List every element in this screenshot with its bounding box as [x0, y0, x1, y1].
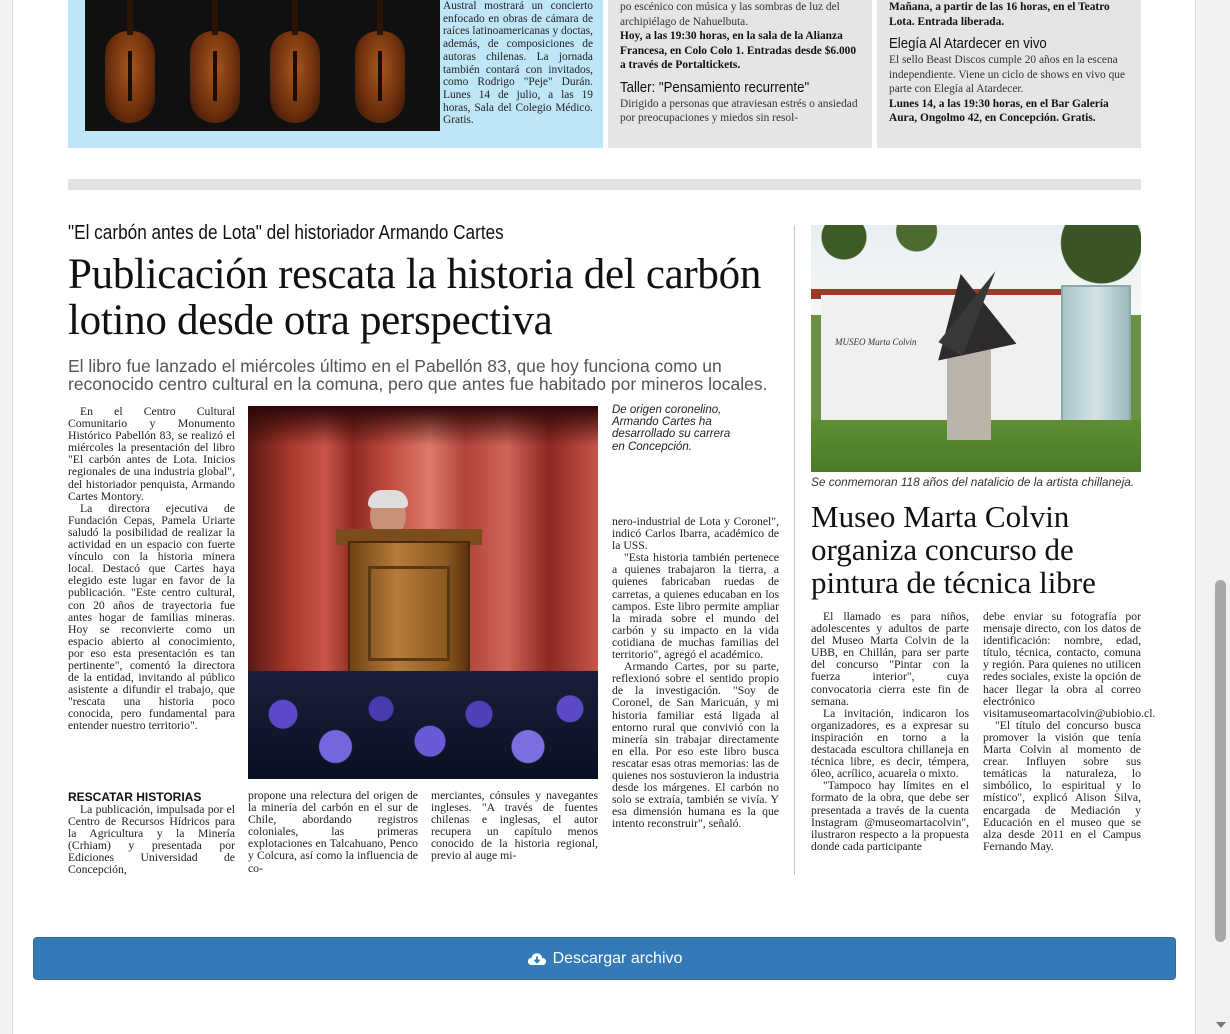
- article-column-3-bottom: merciantes, cónsules y navegantes ingleses. "A través de fuentes chilenas e inglesas, el autor recupera un capítulo menos conocido de la historia regional, previo al auge mi-: [431, 789, 598, 863]
- side-article-column-1: [811, 611, 969, 853]
- article-deck: El libro fue lanzado el miércoles último en el Pabellón 83, que hoy funciona como un reconocido centro cultural en la comuna, pero que antes fue habitado por mineros locales.: [68, 356, 768, 394]
- museum-photo-caption: Se conmemoran 118 años del natalicio de la artista chillaneja.: [811, 475, 1135, 489]
- article-paragraph: Armando Cartes, por su parte, reflexionó sobre el sentido propio de la investigación. "Soy de Coronel, de San Maricuán, y mi historia familiar está ligada al entorno rural que convivió con la minería sin trabajar directamente en ella. Por eso este libro busca rescatar esas otras memorias: las de quienes nos sostuvieron la industria desde los márgenes. El carbón no solo se extraía, también se vivía. Y esa dimensión humana es la que intento reconstruir", señaló.: [612, 660, 779, 831]
- agenda-concert-block: [68, 0, 603, 148]
- article-paragraph: "Esta historia también pertenece a quienes trabajaron la tierra, a quienes fabricaban ruedas de carretas, a quienes educaban en los campos. Este libro permite ampliar la mirada sobre el mundo del carbón y su impacto en la vida cotidiana de muchas familias del territorio", agregó el académico.: [612, 551, 779, 662]
- photo-caption: De origen coronelino, Armando Cartes ha desarrollado su carrera en Concepción.: [612, 404, 731, 453]
- vertical-scrollbar[interactable]: [1212, 0, 1230, 1034]
- sculpture-pedestal: [947, 345, 991, 440]
- download-button-label: Descargar archivo: [552, 949, 683, 967]
- column-divider: [794, 225, 795, 875]
- article-headline: Publicación rescata la historia del carbón lotino desde otra perspectiva: [68, 251, 762, 344]
- agenda-col3-intro: Mañana, a partir de las 16 horas, en el Teatro Lota. Entrada liberada.: [889, 1, 1110, 28]
- violin-image: [355, 31, 405, 123]
- flowers: [248, 671, 598, 779]
- scrollbar-thumb[interactable]: [1215, 580, 1226, 942]
- agenda-strip: [68, 0, 1141, 148]
- article-subhead: RESCATAR HISTORIAS: [68, 790, 202, 804]
- agenda-col3-details: Lunes 14, a las 19:30 horas, en el Bar Galería Aura, Ongolmo 42, en Concepción. Gratis.: [889, 97, 1109, 124]
- agenda-column-3: [877, 0, 1141, 148]
- agenda-column-2: [608, 0, 872, 148]
- download-file-button[interactable]: [33, 937, 1176, 980]
- scroll-down-arrow-icon[interactable]: [1216, 1022, 1226, 1028]
- violin-image: [105, 31, 155, 123]
- cloud-download-icon: [527, 952, 547, 966]
- violinists-photo: [85, 0, 440, 131]
- agenda-col2-heading: Taller: "Pensamiento recurrente": [620, 78, 810, 96]
- side-paragraph: "Tampoco hay límites en el formato de la obra, que debe ser presentada a través de la cuenta Instagram @museomartacolvin", ilustraron respecto a la propuesta donde cada participante: [811, 779, 969, 853]
- article-paragraph: nero-industrial de Lota y Coronel", indicó Carlos Ibarra, académico de la USS.: [612, 515, 779, 553]
- agenda-col3-heading: Elegía Al Atardecer en vivo: [889, 35, 1047, 52]
- violin-image: [190, 31, 240, 123]
- article-column-2-bottom: propone una relectura del origen de la minería del carbón en el sur de Chile, abordando registros coloniales, las primeras explotaciones en Talcahuano, Penco y Colcura, así como la influencia de co-: [248, 789, 418, 875]
- article-column-4: [612, 516, 779, 830]
- side-paragraph: El llamado es para niños, adolescentes y adultos de parte del Museo Marta Colvin de la UBB, en Chillán, para ser parte del concurso "Pintar con la fuerza interior", cuya convocatoria cierra este fin de semana.: [811, 610, 969, 708]
- agenda-col2-intro: po escénico con música y las sombras de luz del archipiélago de Nahuelbuta.: [620, 1, 840, 28]
- museum-photo: [811, 225, 1141, 472]
- agenda-col2-details: Hoy, a las 19:30 horas, en la sala de la Alianza Francesa, en Colo Colo 1. Entradas desde $6.000 a través de Portaltickets.: [620, 30, 857, 71]
- article-paragraph: La publicación, impulsada por el Centro de Recursos Hídricos para la Agricultura y la Minería (Crhiam) y presentada por Ediciones Universidad de Concepción,: [68, 803, 235, 877]
- section-divider: [68, 179, 1141, 190]
- side-paragraph: "El título del concurso busca promover la visión que tenía Marta Colvin al momento de crear. Influyen sobre sus temáticas la naturaleza, lo simbólico, lo espiritual y lo místico", explicó Alison Silva, encargada de Mediación y Educación en el museo que se alza desde 2011 en el Campus Fernando May.: [983, 718, 1141, 853]
- side-article-column-2: [983, 610, 1156, 853]
- agenda-col2-text: Dirigido a personas que atraviesan estrés o ansiedad por preocupaciones y miedos sin resol-: [620, 97, 858, 124]
- side-article-headline: Museo Marta Colvin organiza concurso de pintura de técnica libre: [811, 499, 1096, 600]
- agenda-concert-text: Austral mostrará un concierto enfocado en obras de cámara de raíces latinoamericanas y doctas, además, de composiciones de autoras chilenas. La jornada también contará con invitados, como Rodrigo "Peje" Durán. Lunes 14 de julio, a las 19 horas, Sala del Colegio Médico. Gratis.: [443, 0, 593, 127]
- violin-image: [270, 31, 320, 123]
- article-paragraph: En el Centro Cultural Comunitario y Monumento Histórico Pabellón 83, se realizó el miércoles la presentación del libro "El carbón antes de Lota. Inicios regionales de una industria global", del historiador penquista, Armando Cartes Montory.: [68, 405, 235, 503]
- side-paragraph: La invitación, indicaron los organizadores, es a expresar su inspiración en torno a la destacada escultora chillaneja en técnica libre, es decir, témpera, óleo, acrílico, acuarela o mixto.: [811, 706, 969, 781]
- speaker-photo: [248, 406, 598, 779]
- article-paragraph: La directora ejecutiva de Fundación Cepas, Pamela Uriarte saludó la posibilidad de realizar la actividad en un espacio con fuerte vínculo con la historia minera local. Destacó que Cartes haya elegido este lugar en favor de la publicación. "Este centro cultural, con 20 años de trayectoria fue antes hogar de familias mineras. Hoy se reconvierte como un espacio abierto al conocimiento, por eso esta presentación es tan pertinente", comentó la directora de la entidad, invitando al público asistente a difundir el trabajo, que "rescata una historia poco conocida, pero fundamental para entender nuestro territorio".: [68, 501, 235, 733]
- article-kicker: "El carbón antes de Lota" del historiador Armando Cartes: [68, 222, 504, 244]
- side-paragraph: debe enviar su fotografía por mensaje directo, con los datos de identificación: nombre, edad, título, técnica, contacto, comuna y región. Para quienes no utilicen redes sociales, existe la opción de hacer llegar la obra al correo electrónico visitamuseomartacolvin@ubiobio.cl.: [983, 610, 1156, 720]
- article-column-1-bottom: [68, 790, 235, 877]
- agenda-col3-text: El sello Beast Discos cumple 20 años en la escena independiente. Viene un ciclo de shows en vivo que parte con Elegía al Atardecer.: [889, 54, 1126, 95]
- museum-logo: MUSEO Marta Colvin: [835, 337, 917, 347]
- article-column-1: [68, 406, 235, 733]
